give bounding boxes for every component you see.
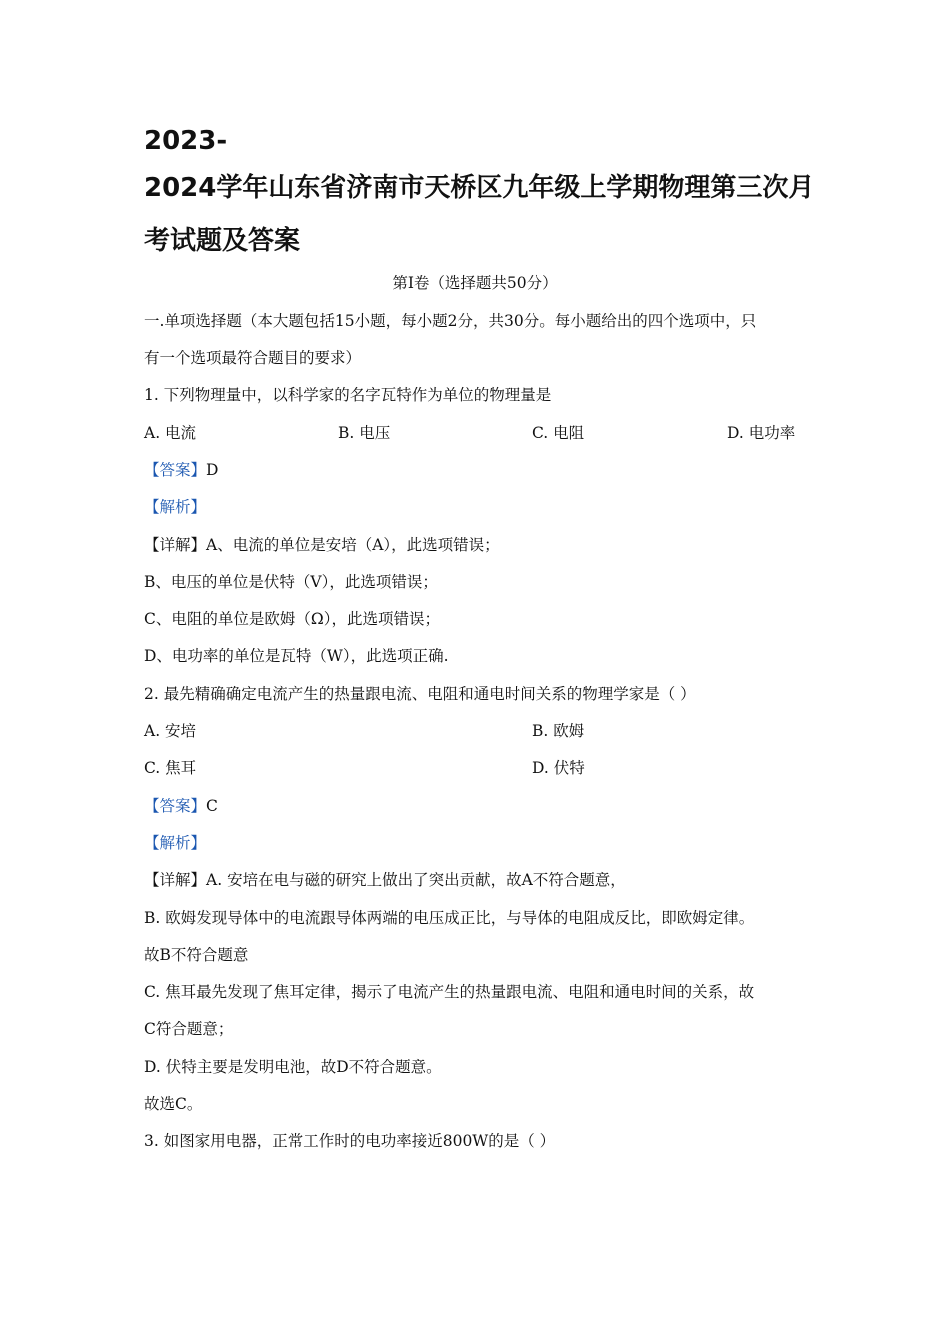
q2-option-b: B. 欧姆 [532,722,585,740]
q1-option-d: D. 电功率 [727,424,796,442]
q3-stem: 3. 如图家用电器，正常工作时的电功率接近800W的是（ ） [144,1132,556,1150]
detail-tag: 【详解】 [144,536,207,554]
q1-detail-line-3: C、电阻的单位是欧姆（Ω），此选项错误； [144,610,440,628]
q1-option-a: A. 电流 [144,424,197,442]
analysis-tag: 【解析】 [144,498,207,516]
answer-tag: 【答案】 [144,461,207,479]
q2-detail-line-5: C符合题意； [144,1020,234,1038]
q1-answer-value: D [206,461,219,479]
q2-detail-line-1 [144,867,814,893]
q2-option-c: C. 焦耳 [144,759,197,777]
q1-detail-line-1 [144,532,814,558]
q1-option-c: C. 电阻 [532,424,585,442]
doc-title-line-1: 2023- [144,126,228,156]
q1-detail-line-4: D、电功率的单位是瓦特（W），此选项正确. [144,647,449,665]
q2-detail-line-7: 故选C。 [144,1095,203,1113]
q1-answer-line [144,457,814,483]
q2-option-a: A. 安培 [144,722,197,740]
q1-option-b: B. 电压 [338,424,391,442]
q2-analysis-line [144,830,814,856]
q2-detail-line-2: B. 欧姆发现导体中的电流跟导体两端的电压成正比，与导体的电阻成反比，即欧姆定律。 [144,909,755,927]
q1-detail-line-2: B、电压的单位是伏特（V），此选项错误； [144,573,438,591]
q2-option-d: D. 伏特 [532,759,585,777]
doc-title-line-2: 2024学年山东省济南市天桥区九年级上学期物理第三次月 [144,173,815,203]
q2-detail-line-4: C. 焦耳最先发现了焦耳定律，揭示了电流产生的热量跟电流、电阻和通电时间的关系，故 [144,983,755,1001]
q2-answer-line [144,793,814,819]
q2-detail-line-6: D. 伏特主要是发明电池，故D不符合题意。 [144,1058,442,1076]
detail-tag: 【详解】 [144,871,207,889]
analysis-tag: 【解析】 [144,834,207,852]
doc-title-line-3: 考试题及答案 [144,226,301,256]
q2-stem: 2. 最先精确确定电流产生的热量跟电流、电阻和通电时间关系的物理学家是（ ） [144,685,696,703]
q1-detail-text-1: A、电流的单位是安培（A），此选项错误； [206,536,500,554]
part1-instructions-line-1: 一.单项选择题（本大题包括15小题，每小题2分，共30分。每小题给出的四个选项中，只 [144,312,757,330]
q2-detail-text-1: A. 安培在电与磁的研究上做出了突出贡献，故A不符合题意， [206,871,626,889]
q1-stem: 1. 下列物理量中，以科学家的名字瓦特作为单位的物理量是 [144,386,552,404]
q2-answer-value: C [206,797,218,815]
q2-detail-line-3: 故B不符合题意 [144,946,249,964]
answer-tag: 【答案】 [144,797,207,815]
part1-instructions-line-2: 有一个选项最符合题目的要求） [144,349,362,367]
q1-analysis-line [144,494,814,520]
section-title: 第I卷（选择题共50分） [392,274,558,292]
